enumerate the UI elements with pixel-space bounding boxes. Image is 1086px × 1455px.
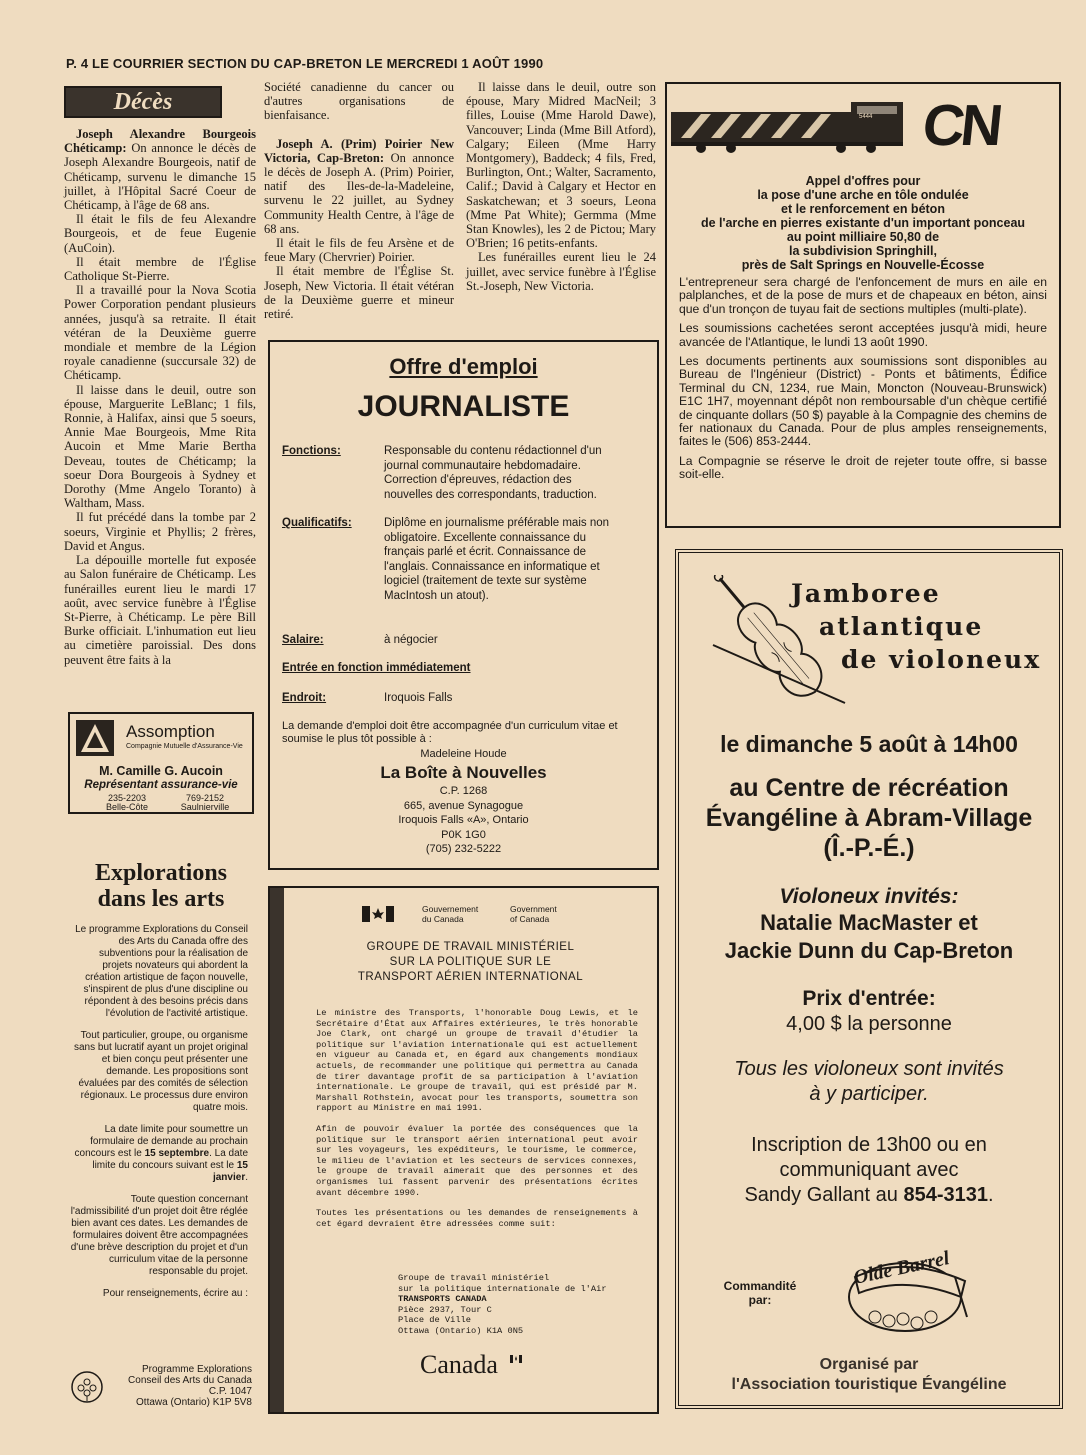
- gov-heading-line: GROUPE DE TRAVAIL MINISTÉRIEL: [366, 941, 575, 953]
- jamboree-place: [679, 773, 1059, 863]
- job-salaire: [282, 633, 647, 648]
- organizer-line: l'Association touristique Évangéline: [731, 1376, 1007, 1393]
- jamboree-title-line: atlantique: [819, 612, 984, 641]
- invitation-line: Tous les violoneux sont invités: [734, 1058, 1004, 1080]
- gov-text: Toutes les présentations ou les demandes de renseignements à cet égard devraient être adressées comme suit:: [316, 1208, 638, 1229]
- cn-title-line: près de Salt Springs en Nouvelle-Écosse: [741, 258, 985, 272]
- job-application-note: La demande d'emploi doit être accompagnée d'un curriculum vitae et soumise le plus tôt possible à :: [282, 720, 618, 745]
- sponsor-label: [715, 1279, 805, 1307]
- guests-heading: Violoneux invités:: [779, 885, 959, 908]
- job-address: [270, 784, 657, 857]
- place-line: Évangéline à Abram-Village: [705, 804, 1033, 832]
- address-line: Ottawa (Ontario) K1P 5V8: [136, 1397, 252, 1408]
- gov-label: Gouvernement: [422, 904, 479, 914]
- invitation-line: à y participer.: [809, 1083, 929, 1105]
- sponsor-label-line: Commandité: [723, 1279, 797, 1293]
- explorations-text: Toute question concernant l'admissibilité d'un projet doit être réglée bien avant ces dates. Les demandes de formulaires doivent être accompagnées d'une brève description du projet et d'un curriculum vitae de la personne responsable du projet.: [70, 1194, 248, 1277]
- cn-logo: CN: [919, 93, 1003, 158]
- phone: 769-2152: [185, 793, 225, 803]
- place-line: (Î.-P.-É.): [823, 834, 915, 862]
- obituary-text: La dépouille mortelle fut exposée au Salon funéraire de Chéticamp. Les funérailles eurent lieu le mardi 17 août, avec service funèbre à l'Église St-Pierre, à Chéticamp. Le père Bill Burke officiait. L'inhumation eut lieu au cimetière paroissial. Des dons peuvent être faits à la: [64, 553, 256, 667]
- cn-title-line: Appel d'offres pour: [805, 174, 921, 188]
- gov-heading: [284, 940, 657, 985]
- sponsor-label-line: par:: [748, 1293, 772, 1307]
- agent-contact-1: [92, 794, 162, 812]
- address-line: C.P. 1268: [439, 785, 488, 797]
- locomotive-illustration: [671, 98, 911, 154]
- address-line: Place de Ville: [398, 1315, 471, 1326]
- obituary-poirier-continued: [466, 80, 656, 293]
- explorations-text: Tout particulier, groupe, ou organisme sans but lucratif ayant un projet original et bien conçu peut présenter une demande. Les propositions sont évaluées par des comités de sélection régionaux. Le processus dure environ quatre mois.: [74, 1030, 248, 1113]
- explorations-title-line: dans les arts: [97, 886, 225, 912]
- registration-line: Sandy Gallant au 854-3131.: [744, 1184, 994, 1206]
- obituary-text: Il était membre de l'Église Catholique St-Pierre.: [64, 254, 256, 284]
- wordmark-flag-icon: [510, 1350, 522, 1358]
- gov-text: Le ministre des Transports, l'honorable Doug Lewis, et le Secrétaire d'État aux Affaires extérieures, le très honorable Joe Clark, ont chargé un groupe de travail d'étudier la politique sur l'aviation internationale qui est actuellement en vigueur au Canada et, en égard aux changements mondiaux actuels, de recommander une politique qui permettra au Canada de tirer davantage profit de sa participation à l'aviation internationale. Le groupe de travail, qui est présidé par M. Marshall Rothstein, avocat pour les transports, soumettra son rapport au Ministre en mai 1991.: [316, 1008, 638, 1114]
- cn-text: L'entrepreneur sera chargé de l'enfoncement de murs en aile en palplanches, et de la pose de murs et de chapeaux en béton, ainsi que d'un tronçon de tuyau fait de sections multiples (multi-plate).: [679, 275, 1047, 316]
- locomotive-number: 5444: [859, 114, 873, 120]
- obituary-text: Il laisse dans le deuil, outre son épouse, Mary Midred MacNeil; 3 filles, Louise (Mme Harold Dawe), Vancouver; Linda (Mme Bill Atford), Calgary; Eileen (Mme Harry Montgomery), Baddeck; 4 fils, Fred, Burlington, Ont.; Walter, Sacramento, Calif.; David à Calgary et Hector en Saskatchewan; et 3 soeurs, Leona (Mme Pat White); Germma (Mme Stan Knowles), les 2 de Pictou; Mary O'Brien; 16 petits-enfants.: [466, 80, 656, 251]
- job-org: La Boîte à Nouvelles: [380, 763, 547, 782]
- obituary-poirier: [264, 80, 454, 321]
- cn-title-line: la pose d'une arche en tôle ondulée: [757, 188, 969, 202]
- job-position: JOURNALISTE: [357, 390, 570, 423]
- gov-text: Afin de pouvoir évaluer la portée des conséquences que la politique sur le transport aérien international peut avoir sur les voyageurs, les expéditeurs, le tourisme, le commerce, le milieu de l'aviation et les secteurs de services connexes, le groupe de travail aimerait que des personnes et des organismes lui fassent parvenir des présentations écrites avant décembre 1990.: [316, 1123, 638, 1198]
- jamboree-title: [679, 577, 1053, 676]
- job-fonctions: [282, 444, 647, 502]
- place: Saulnierville: [180, 802, 230, 812]
- obituary-heading: Joseph A. (Prim) Poirier New Victoria, Cap-Breton:: [264, 136, 454, 165]
- gov-body: [316, 1008, 638, 1229]
- cn-text: Les soumissions cachetées seront acceptées jusqu'à midi, heure avancée de l'Atlantique, le lundi 13 août 1990.: [679, 321, 1047, 349]
- address-line: Conseil des Arts du Canada: [128, 1375, 252, 1386]
- job-qualificatifs: [282, 516, 647, 603]
- address-line: Programme Explorations: [141, 1364, 252, 1375]
- address-line: TRANSPORTS CANADA: [398, 1294, 487, 1305]
- agent-name: M. Camille G. Aucoin: [99, 764, 223, 778]
- government-ad-border: [270, 888, 284, 1412]
- cn-body: [679, 276, 1047, 482]
- job-offer-title: Offre d'emploi: [389, 354, 538, 379]
- job-label: Qualificatifs:: [282, 517, 352, 529]
- explorations-text: Pour renseignements, écrire au :: [102, 1288, 248, 1299]
- address-line: 665, avenue Synagogue: [403, 799, 524, 812]
- job-value: Iroquois Falls: [384, 692, 453, 704]
- cn-title-line: et le renforcement en béton: [781, 202, 945, 216]
- address-line: sur la politique internationale de l'Air: [398, 1283, 607, 1294]
- canada-flag-icon: [362, 906, 394, 922]
- cn-text: Les documents pertinents aux soumissions sont disponibles au Bureau de l'Ingénieur (District) - Ponts et bâtiments, Édifice Terminal du CN, 1234, rue Main, Moncton (Nouveau-Brunswick) E1C 1H7, moyennant dépôt non remboursable d'un chèque certifié de cinquante dollars (50 $) payable à la Compagnie des chemins de fer nationaux du Canada. Pour de plus amples renseignements, faites le (506) 853-2444.: [679, 354, 1047, 449]
- guest-line: Natalie MacMaster et: [760, 910, 978, 935]
- guest-line: Jackie Dunn du Cap-Breton: [724, 938, 1014, 963]
- obituary-text: Il était le fils de feu Alexandre Bourgeois, et de feue Eugenie (AuCoin).: [64, 212, 256, 255]
- cn-title-line: la subdivision Springhill,: [789, 244, 937, 258]
- guests: [679, 909, 1059, 965]
- jamboree-date: le dimanche 5 août à 14h00: [720, 731, 1018, 757]
- assomption-ad: [68, 712, 254, 814]
- jamboree-title-line: de violoneux: [841, 645, 1042, 674]
- jamboree-ad: [675, 549, 1063, 1409]
- job-label: Salaire:: [282, 634, 324, 646]
- phone: 235-2203: [107, 793, 147, 803]
- gov-heading-line: TRANSPORT AÉRIEN INTERNATIONAL: [357, 971, 584, 983]
- jamboree-title-line: Jamboree: [791, 579, 941, 608]
- job-label: Fonctions:: [282, 445, 341, 457]
- agent-role: Représentant assurance-vie: [84, 779, 238, 791]
- organizer: [679, 1355, 1059, 1395]
- job-contact: Madeleine Houde: [420, 748, 507, 760]
- job-endroit: [282, 691, 647, 706]
- job-value: Diplôme en journalisme préférable mais non obligatoire. Excellente connaissance du français parlé et écrit. Connaissance de l'anglais. Connaissance en informatique et logiciel (traitement de texte sur système MacIntosh un atout).: [384, 517, 610, 602]
- job-value: à négocier: [384, 634, 438, 646]
- obituary-bourgeois: [64, 127, 256, 667]
- gov-fr: [422, 904, 478, 924]
- gov-label: du Canada: [422, 914, 464, 924]
- address-line: Iroquois Falls «A», Ontario: [398, 814, 529, 826]
- job-phone: (705) 232-5222: [425, 843, 502, 855]
- address-line: Groupe de travail ministériel: [398, 1273, 550, 1283]
- obituary-heading: Joseph Alexandre Bourgeois Chéticamp:: [64, 127, 256, 156]
- obituary-continuation: Société canadienne du cancer ou d'autres organisations de bienfaisance.: [264, 80, 454, 123]
- sponsor-name: Olde Barrel: [851, 1247, 952, 1289]
- canada-wordmark: Canada: [420, 1350, 498, 1379]
- price: 4,00 $ la personne: [786, 1013, 952, 1035]
- explorations-text: Le programme Explorations du Conseil des Arts du Canada offre des subventions pour la réalisation de projets novateurs qui abordent la création artistique de façon nouvelle, s'inspirent de plus d'une discipline ou répondent à des besoins précis dans l'évolution de l'activité artistique.: [75, 924, 248, 1019]
- obituary-text: Il laisse dans le deuil, outre son épouse, Marguerite LeBlanc; 1 fils, Ronnie, à Halifax, ainsi que 5 soeurs, Annie Mae Bourgeois, Mme Rita Aucoin et Mme Marie Bertha Deveau, toutes de Chéticamp; la soeur Dora Bourgeois à Sydney et Dorothy (Mme Angelo Toranto) à Waltham, Mass.: [64, 382, 256, 511]
- obituary-text: Il était le fils de feu Arsène et de feue Mary (Chervrier) Poirier.: [264, 236, 454, 265]
- address-line: Ottawa (Ontario) K1A 0N5: [398, 1325, 524, 1336]
- obituary-text: Il était membre de l'Église St. Joseph, New Victoria. Il était vétéran de la Deuxième guerre et mineur retiré.: [264, 264, 454, 322]
- cn-title-line: de l'arche en pierres existante d'un important ponceau: [700, 216, 1026, 230]
- gov-label: of Canada: [510, 914, 550, 924]
- job-offer-ad: [268, 340, 659, 870]
- place: Belle-Côte: [105, 802, 149, 812]
- gov-address: [398, 1273, 607, 1337]
- explorations-title-line: Explorations: [94, 860, 228, 886]
- canada-council-logo-icon: [70, 1370, 104, 1404]
- obituary-text: Il fut précédé dans la tombe par 2 soeurs, Virginie et Phyllis; 2 frères, David et Angus.: [64, 510, 256, 553]
- cn-title-line: au point milliaire 50,80 de: [786, 230, 940, 244]
- deadline-date: 15 septembre: [144, 1148, 210, 1159]
- explorations-body: [70, 924, 248, 1300]
- address-line: C.P. 1047: [208, 1386, 252, 1397]
- explorations-title: [66, 860, 256, 912]
- assomption-name: Assomption: [126, 722, 215, 741]
- assomption-logo: [76, 720, 114, 756]
- obituary-text: Il a travaillé pour la Nova Scotia Power Corporation pendant plusieurs années, jusqu'à sa retraite. Il était vétéran de la Deuxième guerre mondiale et membre de la Légion royale canadienne (succursale 32) de Chéticamp.: [64, 283, 256, 383]
- gov-label: Government: [510, 904, 557, 914]
- deces-banner-label: Décès: [113, 88, 173, 115]
- cn-text: La Compagnie se réserve le droit de rejeter toute offre, si basse soit-elle.: [679, 453, 1047, 482]
- job-start: Entrée en fonction immédiatement: [282, 662, 471, 674]
- job-value: Responsable du contenu rédactionnel d'un journal communautaire hebdomadaire. Correction d'épreuves, rédaction des nouvelles des correspondants, traduction.: [384, 445, 602, 501]
- invitation: [679, 1057, 1059, 1107]
- government-ad: [268, 886, 659, 1414]
- explorations-address: [106, 1364, 252, 1408]
- agent-contact-2: [170, 794, 240, 812]
- cn-tender-title: [667, 174, 1059, 272]
- assomption-subtitle: Compagnie Mutuelle d'Assurance-Vie: [126, 743, 243, 750]
- deadline-date: 15 janvier: [212, 1160, 248, 1183]
- explorations-deadline: La date limite pour soumettre un formulaire de demande au prochain concours est le 15 septembre. La date limite du concours suivant est le 15 janvier.: [74, 1124, 248, 1183]
- organizer-line: Organisé par: [819, 1356, 919, 1373]
- obituary-text: On annonce le décès de Joseph A. (Prim) Poirier, natif des Iles-de-la-Madeleine, survenu le 22 juillet, au Sydney Community Health Centre, à l'âge de 68 ans.: [264, 150, 454, 236]
- page-header: P. 4 LE COURRIER SECTION DU CAP-BRETON LE MERCREDI 1 AOÛT 1990: [66, 56, 544, 71]
- registration: [679, 1133, 1059, 1208]
- address-line: P0K 1G0: [441, 828, 486, 841]
- obituary-text: Les funérailles eurent lieu le 24 juillet, avec service funèbre à l'Église St.-Joseph, New Victoria.: [466, 250, 656, 293]
- registration-phone: 854-3131: [903, 1184, 988, 1206]
- gov-heading-line: SUR LA POLITIQUE SUR LE: [389, 956, 552, 968]
- address-line: Pièce 2937, Tour C: [398, 1304, 492, 1315]
- obituary-text: On annonce le décès de Joseph Alexandre Bourgeois, natif de Chéticamp, survenu le dimanche 15 juillet, à l'Hôpital Sacré Coeur de Chéticamp, à l'âge de 68 ans.: [64, 141, 257, 213]
- registration-line: communiquant avec: [779, 1159, 959, 1181]
- registration-line: Inscription de 13h00 ou en: [751, 1134, 987, 1156]
- gov-en: [510, 904, 557, 924]
- cn-tender-ad: [665, 82, 1061, 528]
- place-line: au Centre de récréation: [729, 774, 1009, 802]
- price-heading: Prix d'entrée:: [802, 987, 936, 1010]
- deces-banner: [64, 86, 222, 118]
- job-label: Endroit:: [282, 692, 327, 704]
